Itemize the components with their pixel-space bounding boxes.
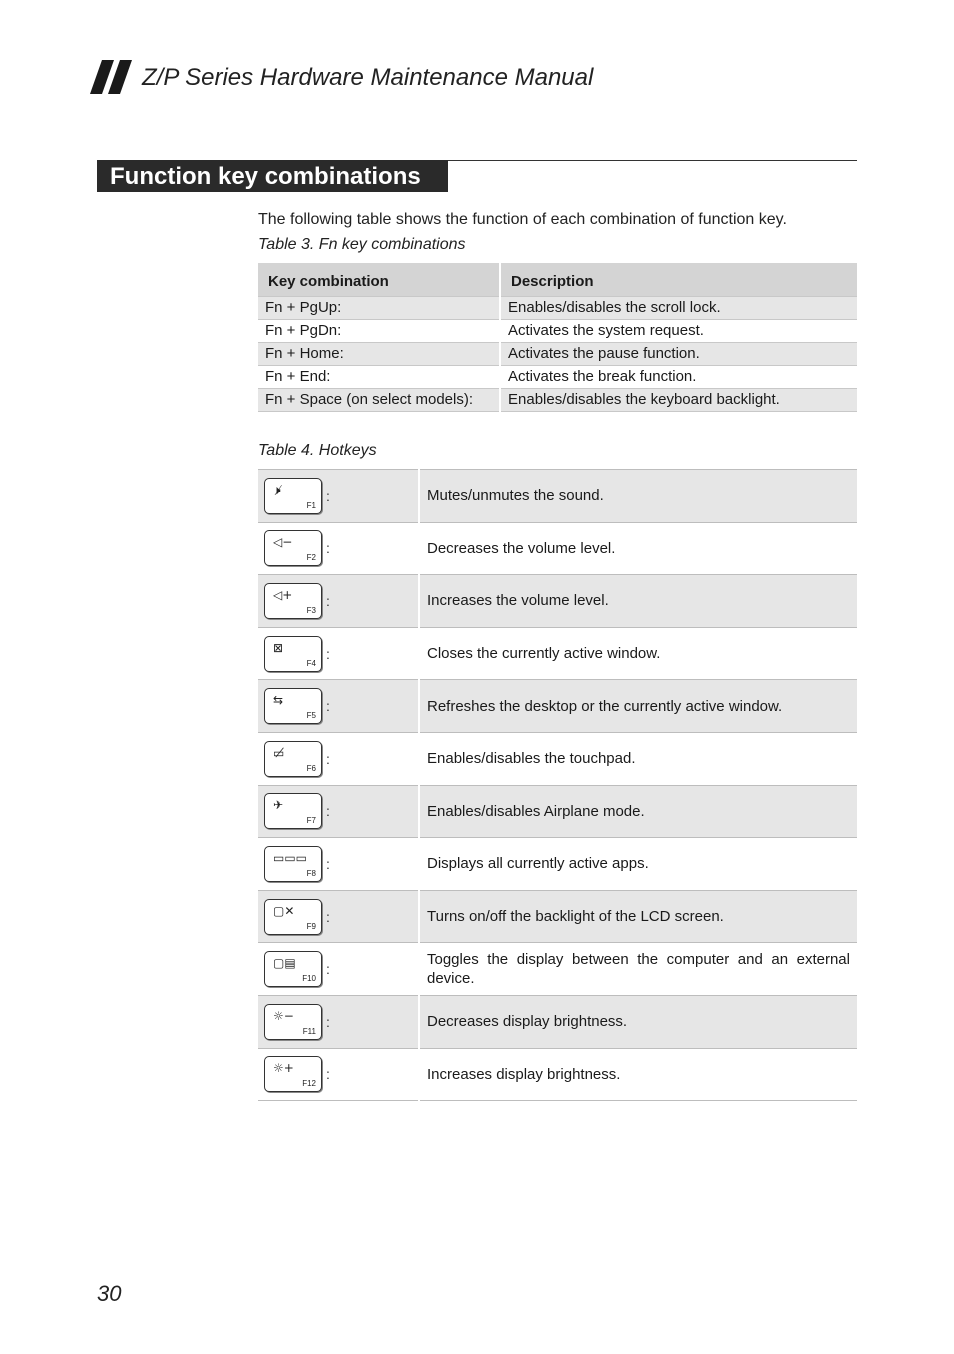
hotkey-description: Increases the volume level. [419,575,857,628]
refresh-icon: ⇆ [273,693,284,708]
hotkey-key-cell [258,995,419,1048]
key-label: F10 [302,974,316,984]
keycap [264,636,322,672]
hotkey-key-cell [258,838,419,891]
keycap [264,1056,322,1092]
hotkey-description: Decreases the volume level. [419,522,857,575]
brightness-up-icon: ☼+ [273,1061,294,1076]
key-cell: Fn + End: [258,365,500,388]
volume-up-icon: ◁+ [273,587,293,602]
key-colon: : [326,961,330,978]
key-colon: : [326,487,330,504]
key-label: F4 [306,658,316,668]
description-cell: Activates the break function. [500,365,857,388]
logo-slashes-icon [90,60,136,94]
hotkey-row [258,680,857,733]
key-cell: Fn + PgDn: [258,319,500,342]
key-label: F12 [302,1079,316,1089]
key-label: F9 [306,921,316,931]
key-colon: : [326,908,330,925]
hotkey-key-cell [258,890,419,943]
keycap [264,899,322,935]
hotkey-row [258,575,857,628]
description-cell: Enables/disables the scroll lock. [500,296,857,319]
keycap [264,478,322,514]
column-header-key: Key combination [258,263,500,296]
key-colon: : [326,698,330,715]
hotkey-row [258,627,857,680]
hotkey-key-cell [258,943,419,996]
key-label: F8 [306,868,316,878]
key-label: F3 [306,605,316,615]
mute-icon: 🕨̸ [273,482,281,497]
key-label: F11 [302,1026,316,1036]
hotkey-row [258,943,857,996]
hotkey-row [258,732,857,785]
display-switch-icon: ▢▤ [273,956,296,971]
hotkey-description: Refreshes the desktop or the currently active window. [419,680,857,733]
hotkey-row [258,470,857,523]
keycap [264,951,322,987]
key-colon: : [326,645,330,662]
backlight-off-icon: ▢✕ [273,903,295,918]
table-row [258,388,857,411]
fn-key-table [258,263,857,412]
description-cell: Enables/disables the keyboard backlight. [500,388,857,411]
hotkey-key-cell [258,680,419,733]
key-colon: : [326,592,330,609]
hotkey-key-cell [258,470,419,523]
hotkey-row [258,522,857,575]
key-cell: Fn + Home: [258,342,500,365]
hotkey-key-cell [258,1048,419,1101]
keycap [264,793,322,829]
description-cell: Activates the system request. [500,319,857,342]
hotkey-row [258,890,857,943]
manual-title: Z/P Series Hardware Maintenance Manual [142,64,594,91]
touchpad-icon: ▭̸ [273,745,285,760]
hotkey-key-cell [258,627,419,680]
hotkey-key-cell [258,575,419,628]
table-row [258,296,857,319]
key-colon: : [326,750,330,767]
hotkey-key-cell [258,732,419,785]
hotkey-table [258,469,857,1101]
hotkey-key-cell [258,522,419,575]
key-label: F7 [306,816,316,826]
key-cell: Fn + PgUp: [258,296,500,319]
hotkey-description: Mutes/unmutes the sound. [419,470,857,523]
hotkey-key-cell [258,785,419,838]
hotkey-description: Increases display brightness. [419,1048,857,1101]
key-cell: Fn + Space (on select models): [258,388,500,411]
column-header-description: Description [500,263,857,296]
keycap [264,1004,322,1040]
key-label: F2 [306,553,316,563]
page-number: 30 [97,1281,122,1306]
keycap [264,530,322,566]
hotkey-description: Turns on/off the backlight of the LCD screen. [419,890,857,943]
intro-text: The following table shows the function of each combination of function key. [258,211,787,228]
key-label: F6 [306,763,316,773]
key-label: F1 [306,500,316,510]
hotkey-description: Decreases display brightness. [419,995,857,1048]
close-window-icon: ⊠ [273,640,284,655]
airplane-icon: ✈ [273,798,284,813]
hotkey-description: Enables/disables the touchpad. [419,732,857,785]
active-apps-icon: ▭▭▭ [273,850,308,865]
hotkey-row [258,838,857,891]
hotkey-description: Toggles the display between the computer and an external device. [419,943,857,996]
keycap [264,846,322,882]
hotkey-description: Enables/disables Airplane mode. [419,785,857,838]
hotkey-row [258,785,857,838]
key-colon: : [326,1066,330,1083]
volume-down-icon: ◁− [273,535,293,550]
hotkey-description: Closes the currently active window. [419,627,857,680]
description-cell: Activates the pause function. [500,342,857,365]
key-colon: : [326,803,330,820]
hotkey-description: Displays all currently active apps. [419,838,857,891]
keycap [264,741,322,777]
hotkey-row [258,1048,857,1101]
keycap [264,688,322,724]
hotkey-row [258,995,857,1048]
brightness-down-icon: ☼− [273,1008,294,1023]
table3-caption: Table 3. Fn key combinations [258,236,466,253]
key-colon: : [326,540,330,557]
key-colon: : [326,855,330,872]
section-title: Function key combinations [97,160,448,192]
keycap [264,583,322,619]
table-row [258,365,857,388]
table-row [258,319,857,342]
table-row [258,342,857,365]
table4-caption: Table 4. Hotkeys [258,442,377,459]
key-label: F5 [306,711,316,721]
key-colon: : [326,1013,330,1030]
